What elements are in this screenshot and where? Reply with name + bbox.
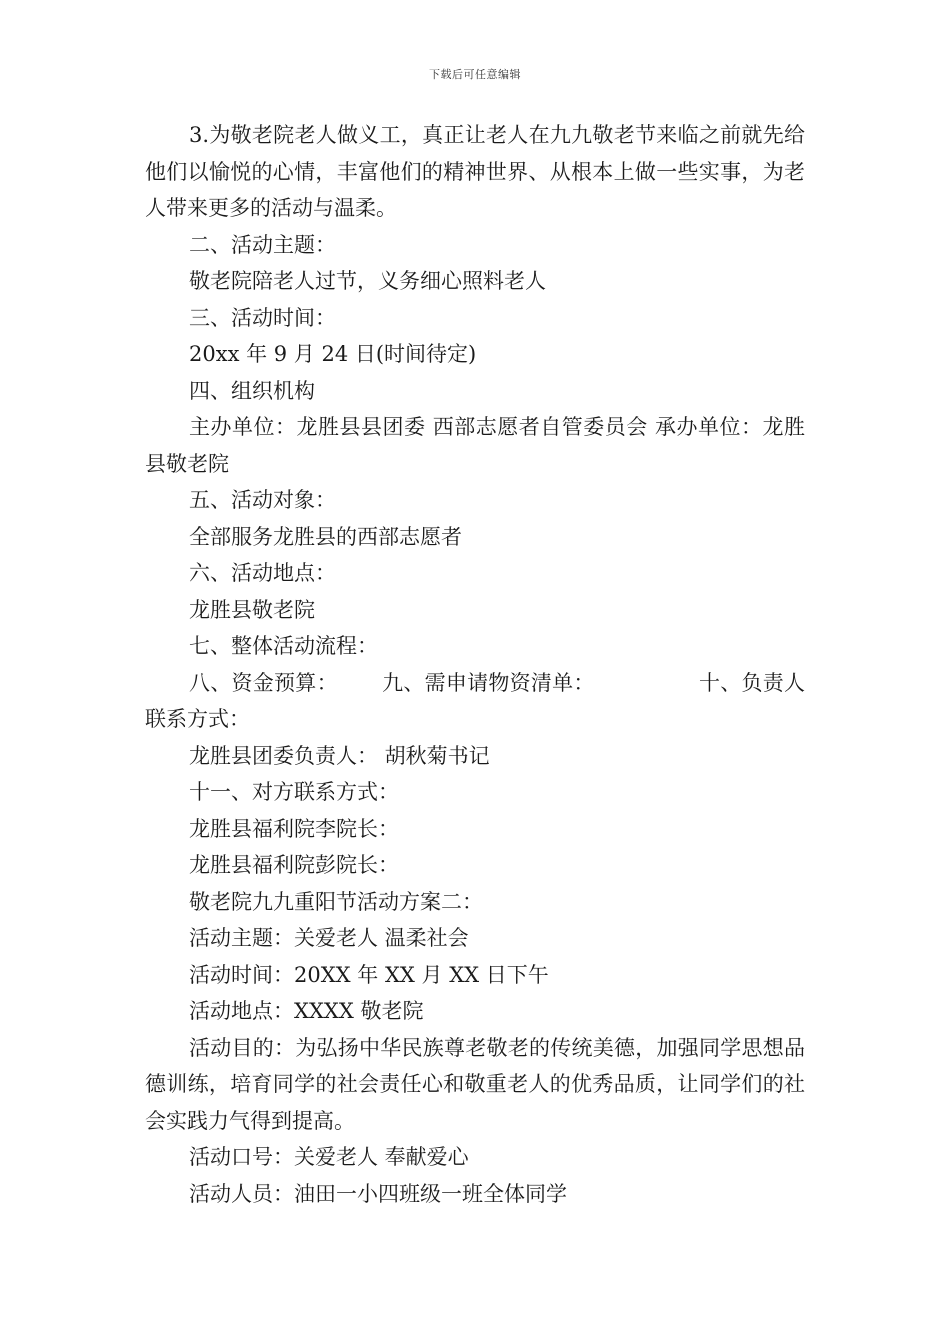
paragraph-location: 龙胜县敬老院 [189,597,315,622]
paragraph-theme: 敬老院陪老人过节，义务细心照料老人 [189,269,546,293]
paragraph-plan2-time: 活动时间：20XX 年 XX 月 XX 日下午 [189,962,549,987]
paragraph-director-peng: 龙胜县福利院彭院长： [189,853,399,877]
paragraph-target: 全部服务龙胜县的西部志愿者 [189,524,462,549]
paragraph-organizers: 主办单位：龙胜县县团委 西部志愿者自管委员会 承办单位：龙胜县敬老院 [145,415,805,476]
paragraph-time: 20xx 年 9 月 24 日(时间待定) [189,342,477,366]
heading-activity-target: 五、活动对象： [189,488,336,512]
heading-activity-location: 六、活动地点： [189,561,336,585]
paragraph-plan2-participants: 活动人员：油田一小四班级一班全体同学 [189,1181,567,1206]
heading-activity-time: 三、活动时间： [189,305,336,330]
heading-plan-two: 敬老院九九重阳节活动方案二： [189,889,483,914]
heading-organization: 四、组织机构 [189,378,315,403]
paragraph-budget-materials-contact [145,665,805,738]
page-header-note: 下载后可任意编辑 [429,68,521,81]
heading-activity-theme: 二、活动主题： [189,232,336,257]
paragraph-director-li: 龙胜县福利院李院长： [189,816,399,841]
paragraph-plan2-location: 活动地点：XXXX 敬老院 [189,999,424,1023]
paragraph-plan2-theme: 活动主题：关爱老人 温柔社会 [189,926,469,950]
heading-materials-list: 九、需申请物资清单： [381,670,595,695]
paragraph-volunteer: 3.为敬老院老人做义工，真正让老人在九九敬老节来临之前就先给他们以愉悦的心情，丰富他们的精神世界、从根本上做一些实事，为老人带来更多的活动与温柔。 [145,123,805,220]
paragraph-plan2-slogan: 活动口号：关爱老人 奉献爱心 [189,1145,469,1169]
heading-contact-person: 十、负责人联系方式： [145,670,806,731]
heading-partner-contact: 十一、对方联系方式： [189,780,399,804]
paragraph-league-contact: 龙胜县团委负责人： 胡秋菊书记 [189,743,490,768]
paragraph-plan2-purpose: 活动目的：为弘扬中华民族尊老敬老的传统美德，加强同学思想品德训练，培育同学的社会责任心和敬重老人的优秀品质，让同学们的社会实践力气得到提高。 [145,1035,805,1133]
heading-activity-flow: 七、整体活动流程： [189,634,378,658]
document-body [145,117,805,1212]
heading-budget: 八、资金预算： [189,670,338,695]
